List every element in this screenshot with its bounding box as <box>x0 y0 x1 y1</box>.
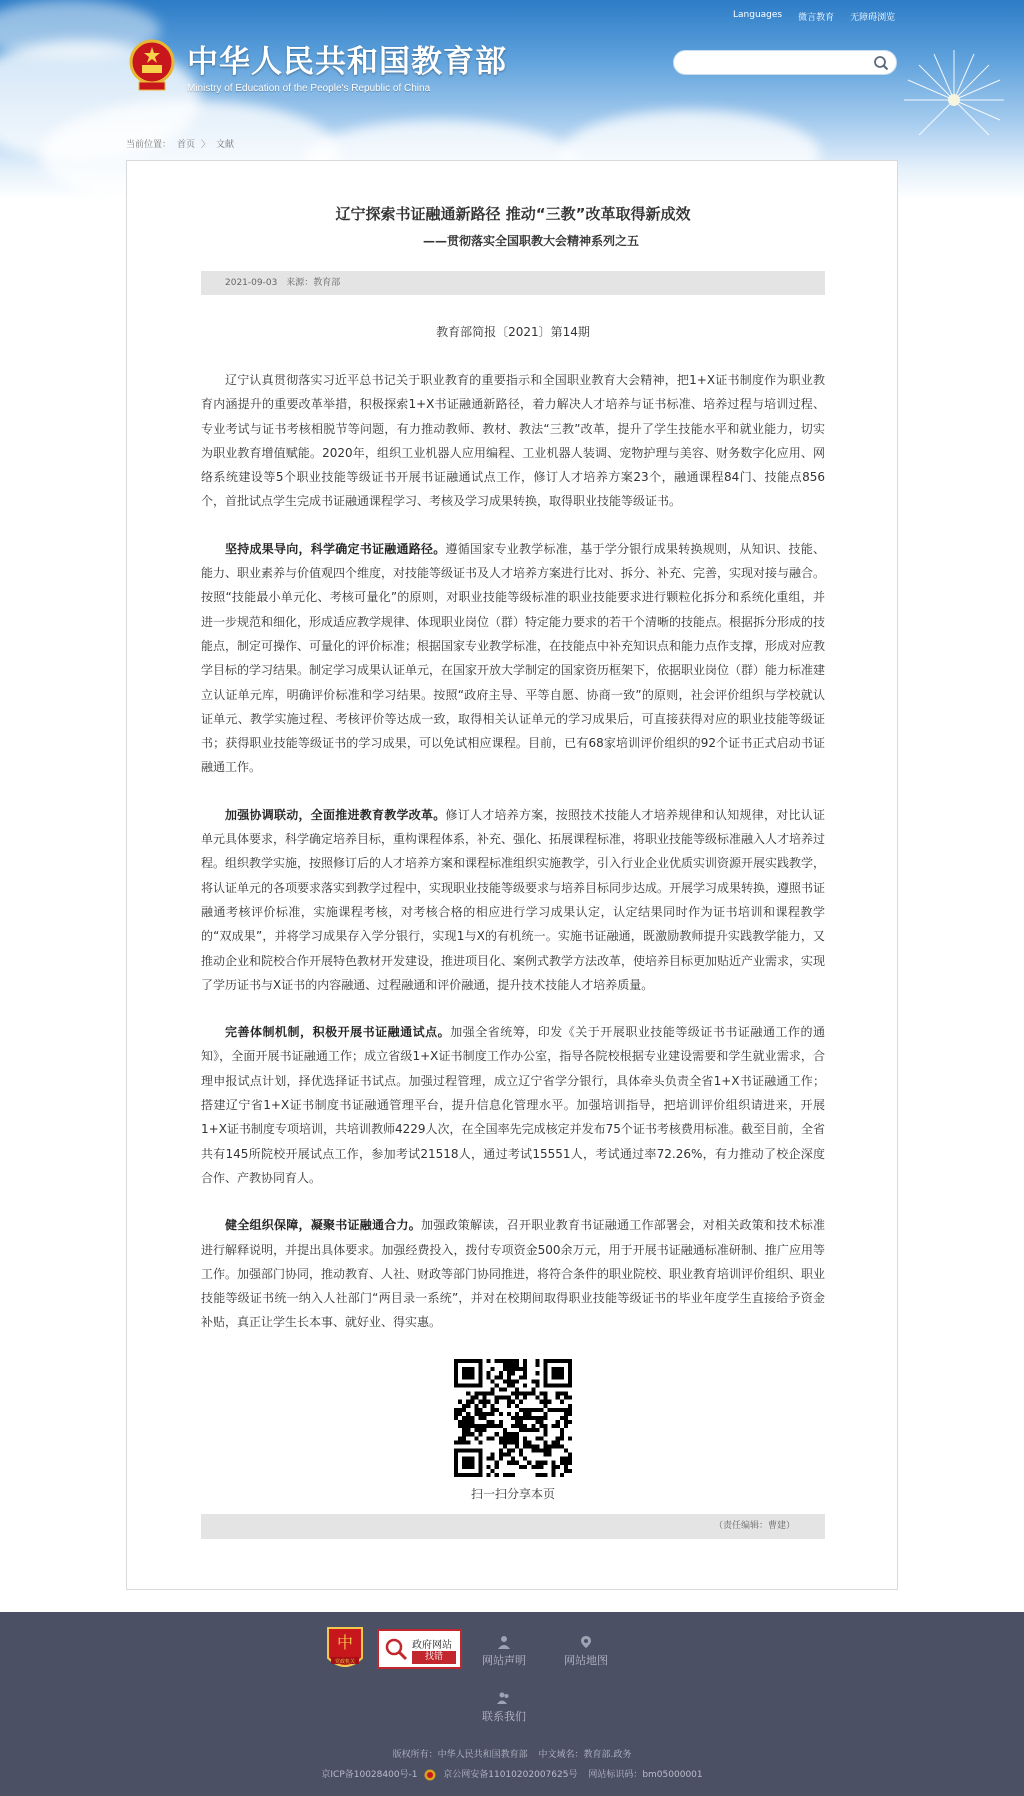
bulletin-number: 教育部简报〔2021〕第14期 <box>436 325 590 339</box>
icp-link[interactable]: 京ICP备10028400号-1 <box>321 1770 418 1780</box>
breadcrumb-separator: 〉 <box>201 140 211 150</box>
gov-site-error-report-badge[interactable] <box>377 1629 462 1669</box>
chinese-domain-text: 中文域名：教育部.政务 <box>538 1750 632 1760</box>
site-map-link[interactable] <box>560 1635 612 1668</box>
gov-badge-action: 找错 <box>412 1651 456 1664</box>
article-paragraph-1 <box>201 537 825 780</box>
search-input[interactable] <box>674 51 864 74</box>
paragraph-3-heading: 完善体制机制，积极开展书证融通试点。 <box>225 1025 451 1040</box>
top-utility-bar <box>733 10 895 23</box>
site-footer <box>0 1612 1024 1796</box>
editor-bar <box>201 1514 825 1539</box>
paragraph-2-heading: 加强协调联动，全面推进教育教学改革。 <box>225 807 446 822</box>
police-badge-icon <box>424 1769 436 1781</box>
party-government-badge-icon[interactable] <box>325 1624 365 1674</box>
share-qr-section <box>201 1359 825 1502</box>
article-meta-bar <box>201 271 825 295</box>
article-intro-paragraph: 辽宁认真贯彻落实习近平总书记关于职业教育的重要指示和全国职业教育大会精神，把1+X证书制度作为职业教育内涵提升的重要改革举措，积极探索1+X书证融通新路径，着力解决人才培养与证书标准、培养过程与培训过程、专业考试与证书考核相脱节等问题，有力推动教师、教材、教法“三教”改革，提升了学生技能水平和就业能力，切实为职业教育增值赋能。2020年，组织工业机器人应用编程、工业机器人装调、宠物护理与美容、财务数字化应用、网络系统建设等5个职业技能等级证书开展书证融通试点工作，修订人才培养方案23个，融通课程84门、技能点856个，首批试点学生完成书证融通课程学习、考核及学习成果转换，取得职业技能等级证书。 <box>201 373 825 509</box>
user-icon <box>497 1635 511 1649</box>
article-paragraph-3 <box>201 1020 825 1190</box>
site-statement-link[interactable] <box>478 1635 530 1668</box>
breadcrumb-section[interactable]: 文献 <box>216 140 235 150</box>
article-panel <box>126 160 898 1590</box>
site-id-text: 网站标识码：bm05000001 <box>588 1770 703 1780</box>
breadcrumb-home[interactable]: 首页 <box>177 140 196 150</box>
qr-caption: 扫一扫分享本页 <box>470 1486 555 1501</box>
copyright-line <box>0 1747 1024 1760</box>
site-statement-label: 网站声明 <box>482 1654 526 1667</box>
logo-chinese-name: 中华人民共和国教育部 <box>187 44 507 80</box>
copyright-text: 版权所有：中华人民共和国教育部 <box>392 1750 528 1760</box>
contact-people-icon <box>497 1691 511 1705</box>
paragraph-3-body: 加强全省统筹，印发《关于开展职业技能等级证书书证融通工作的通知》，全面开展书证融通工作；成立省级1+X证书制度工作办公室，指导各院校根据专业建设需要和学生就业需求，合理申报试点计划，择优选择证书试点。加强过程管理，成立辽宁省学分银行，具体牵头负责全省1+X书证融通工作；搭建辽宁省1+X证书制度书证融通管理平台，提升信息化管理水平。加强培训指导，把培训评价组织请进来，开展1+X证书制度专项培训，共培训教师4229人次，在全国率先完成核定并发布75个证书考核费用标准。截至目前，全省共有145所院校开展试点工作，参加考试21518人，通过考试15551人，考试通过率72.26%，有力推动了校企深度合作、产教协同育人。 <box>201 1025 825 1185</box>
svg-text:中: 中 <box>336 1633 354 1652</box>
breadcrumb-label: 当前位置： <box>126 140 172 150</box>
article-source: 来源：教育部 <box>286 278 341 288</box>
paragraph-4-body: 加强政策解读，召开职业教育书证融通工作部署会，对相关政策和技术标准进行解释说明，并提出具体要求。加强经费投入，拨付专项资金500余万元，用于开展书证融通标准研制、推广应用等工作。加强部门协同，推动教育、人社、财政等部门协同推进，将符合条件的职业院校、职业教育培训评价组织、职业技能等级证书统一纳入人社部门“两目录一系统”，并对在校期间取得职业技能等级证书的毕业年度学生直接给予资金补贴，真正让学生长本事、就好业、得实惠。 <box>201 1218 826 1330</box>
accessibility-link[interactable]: 无障碍浏览 <box>850 13 896 23</box>
languages-link[interactable]: Languages <box>733 10 783 20</box>
article-date: 2021-09-03 <box>225 278 278 288</box>
contact-us-link[interactable] <box>478 1691 530 1724</box>
article-title: 辽宁探索书证融通新路径 推动“三教”改革取得新成效 <box>335 205 691 223</box>
article-paragraph-4 <box>201 1213 825 1334</box>
article <box>201 201 825 1539</box>
gov-badge-title: 政府网站 <box>412 1640 452 1651</box>
qr-code-icon <box>454 1359 572 1477</box>
dandelion-decoration <box>894 40 1014 160</box>
article-paragraph-2 <box>201 803 825 997</box>
responsible-editor: （责任编辑：曹建） <box>713 1520 795 1531</box>
search-box <box>673 50 897 75</box>
badge-label: 党政机关 <box>334 1659 356 1665</box>
site-map-label: 网站地图 <box>564 1654 608 1667</box>
logo-english-name: Ministry of Education of the People's Republic of China <box>187 83 431 94</box>
police-record-link[interactable]: 京公网安备11010202007625号 <box>443 1770 578 1780</box>
registration-line <box>0 1767 1024 1781</box>
site-logo[interactable] <box>127 36 507 94</box>
national-emblem-icon <box>127 38 177 92</box>
paragraph-1-body: 遵循国家专业教学标准，基于学分银行成果转换规则，从知识、技能、能力、职业素养与价值观四个维度，对技能等级证书及人才培养方案进行比对、拆分、补充、完善，实现对接与融合。按照“技能最小单元化、考核可量化”的原则，对职业技能等级标准的职业技能要求进行颗粒化拆分和系统化重组，并进一步规范和细化，形成适应教学规律、体现职业岗位（群）特定能力要求的若干个清晰的技能点。根据拆分形成的技能点，制定可操作、可量化的评价标准；根据国家专业教学标准，在技能点中补充知识点和能力点作支撑，形成对应教学目标的学习结果。制定学习成果认证单元，在国家开放大学制定的国家资历框架下，依据职业岗位（群）能力标准建立认证单元库，明确评价标准和学习结果。按照“政府主导、平等自愿、协商一致”的原则，社会评价组织与学校就认证单元、教学实施过程、考核评价等达成一致，取得相关认证单元的学习成果后，可直接获得对应的职业技能等级证书；获得职业技能等级证书的学习成果，可以免试相应课程。目前，已有68家培训评价组织的92个证书正式启动书证融通工作。 <box>201 541 826 775</box>
paragraph-2-body: 修订人才培养方案，按照技术技能人才培养规律和认知规律，对比认证单元具体要求，科学确定培养目标，重构课程体系，补充、强化、拓展课程标准，将职业技能等级标准融入人才培养过程。组织教学实施，按照修订后的人才培养方案和课程标准组织实施教学，引入行业企业优质实训资源开展实践教学，将认证单元的各项要求落实到教学过程中，实现职业技能等级要求与培养目标同步达成。开展学习成果转换，遵照书证融通考核评价标准，实施课程考核，对考核合格的相应进行学习成果认定，认定结果同时作为证书培训和课程教学的“双成果”，并将学习成果存入学分银行，实现1与X的有机统一。实施书证融通，既激励教师提升实践教学能力，又推动企业和院校合作开展特色教材开发建设，推进项目化、案例式教学方法改革，使培养目标更加贴近产业需求，实现了学历证书与X证书的内容融通、过程融通和评价融通，提升技术技能人才培养质量。 <box>201 807 826 992</box>
paragraph-4-heading: 健全组织保障，凝聚书证融通合力。 <box>225 1218 421 1233</box>
paragraph-1-heading: 坚持成果导向，科学确定书证融通路径。 <box>225 541 446 556</box>
weibo-link[interactable]: 微言教育 <box>798 13 835 23</box>
contact-us-label: 联系我们 <box>482 1710 526 1723</box>
breadcrumb <box>126 137 240 150</box>
magnifier-icon <box>384 1637 408 1661</box>
location-pin-icon <box>579 1635 593 1649</box>
article-subtitle: ——贯彻落实全国职教大会精神系列之五 <box>422 234 639 248</box>
search-icon[interactable] <box>873 55 889 71</box>
